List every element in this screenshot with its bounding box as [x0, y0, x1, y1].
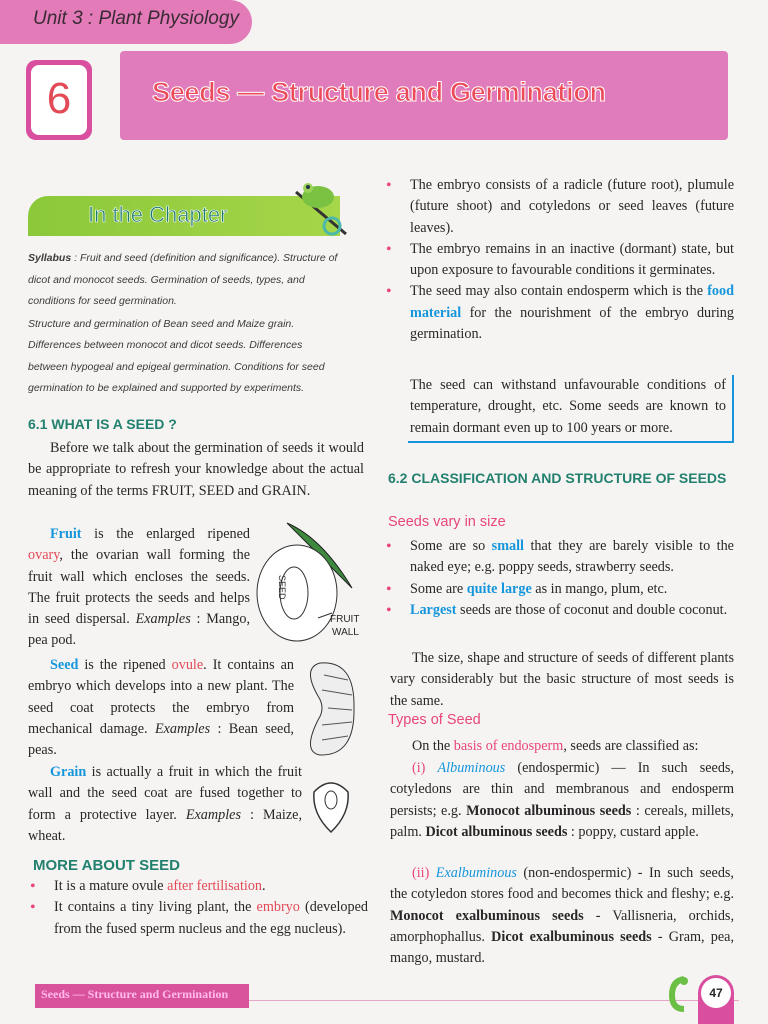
highlighted-term: Monocot exalbuminous seeds: [390, 907, 584, 924]
list-item: [28, 897, 368, 940]
text-segment: : Mango, pea pod.: [28, 611, 250, 649]
text-segment: . It contains an embryo which develops into a new plant. The seed coat protects the embryo from mechanical damage.: [28, 657, 294, 737]
text-segment: - Vallisneria, orchids, amorphophallus.: [390, 907, 734, 945]
list-item: [384, 239, 734, 282]
unit-label: Unit 3 : Plant Physiology: [33, 8, 239, 29]
highlighted-term: Monocot albuminous seeds: [466, 802, 632, 819]
text-segment: , the ovarian wall forming the fruit wall which encloses the seeds. The fruit protects the seeds and helps in seed dispersal.: [28, 547, 250, 628]
types-intro: [390, 736, 734, 757]
highlighted-term: basis of endosperm: [453, 738, 564, 754]
seed-para: [28, 655, 294, 761]
highlighted-term: embryo: [256, 899, 300, 916]
text-segment: (endospermic) — In such seeds, cotyledons are thin and membranous and endosperm persists; e.g.: [390, 760, 734, 819]
chapter-number-box: [26, 60, 92, 140]
text-segment: : Maize, wheat.: [28, 806, 303, 844]
highlighted-term: Dicot exalbuminous seeds: [491, 928, 652, 945]
highlighted-term: (ii): [412, 865, 436, 881]
fruit-para: [28, 524, 250, 652]
text-segment: : Bean seed, peas.: [28, 720, 294, 759]
text-segment: On the: [412, 738, 454, 754]
text-segment: is actually a fruit in which the fruit wall and the seed coat are fused together to form a protective layer.: [28, 764, 302, 823]
highlighted-term: Fruit: [50, 526, 82, 542]
footer-chapter-title: Seeds — Structure and Germination: [41, 987, 229, 1001]
syllabus-para: [28, 314, 344, 400]
text-segment: is the ripened: [78, 657, 172, 673]
highlighted-term: Examples: [185, 806, 242, 823]
highlighted-term: Examples: [154, 720, 211, 737]
dormancy-note: [410, 375, 726, 439]
text-segment: that they are barely visible to the naked eye; e.g. poppy seeds, strawberry seeds.: [410, 538, 734, 576]
syllabus-para: [28, 248, 344, 313]
list-item: [28, 876, 368, 897]
list-item: [384, 579, 734, 600]
dormancy-note-box: [408, 375, 734, 443]
maize-grain-figure: [310, 778, 352, 834]
highlighted-term: Seed: [50, 657, 79, 673]
text-segment: The size, shape and structure of seeds of different plants vary considerably but the basic structure of most seeds is the same.: [390, 650, 734, 709]
highlighted-term: (i): [412, 760, 438, 776]
unit-tab: [0, 0, 252, 44]
seed-label: SEED: [277, 575, 287, 600]
list-item: [384, 536, 734, 579]
highlighted-term: Exalbuminous: [435, 865, 517, 881]
highlighted-term: small: [491, 538, 524, 554]
text-segment: seeds are those of coconut and double coconut.: [456, 601, 728, 618]
text-segment: Some are: [410, 580, 467, 597]
highlighted-term: food material: [410, 283, 734, 321]
grain-para: [28, 762, 302, 847]
text-segment: Some are so: [410, 538, 492, 554]
page-number-tab: [698, 975, 734, 1024]
text-segment: (developed from the fused sperm nucleus and the egg nucleus).: [54, 899, 369, 937]
text-segment: , seeds are classified as:: [563, 738, 699, 754]
text-segment: The seed can withstand unfavourable conditions of temperature, drought, etc. Some seeds are known to remain dormant even up to 100 years or more.: [410, 377, 726, 436]
highlighted-term: after fertilisation: [167, 878, 263, 894]
highlighted-term: Examples: [135, 611, 191, 628]
text-segment: (non-endospermic) - In such seeds, the cotyledon stores food and becomes thick and fleshy; e.g.: [390, 865, 734, 903]
text-segment: Before we talk about the germination of seeds it would be appropriate to refresh your knowledge about the actual meaning of the terms FRUIT, SEED and GRAIN.: [28, 440, 364, 499]
section-heading-6-1: 6.1 WHAT IS A SEED ?: [28, 416, 177, 432]
page-number: 47: [701, 978, 731, 1008]
footer-chapter-tab: [35, 984, 249, 1008]
highlighted-term: ovule: [171, 657, 204, 673]
text-segment: is the enlarged ripened: [81, 526, 250, 542]
text-segment: : Fruit and seed (definition and significance). Structure of dicot and monocot seeds. Germination of seeds, types, and conditions for seed germination.: [28, 252, 338, 307]
highlighted-term: Grain: [50, 764, 87, 780]
text-segment: .: [262, 878, 266, 894]
highlighted-term: ovary: [28, 547, 60, 564]
chapter-number: 6: [31, 65, 87, 135]
section-heading-6-2: 6.2 CLASSIFICATION AND STRUCTURE OF SEEDS: [388, 470, 727, 486]
list-item: [384, 600, 734, 621]
seed-size-list: [384, 536, 734, 621]
fruit-wall-label: FRUIT: [330, 614, 360, 625]
chapter-title-banner: [120, 51, 728, 140]
fruit-wall-label-2: WALL: [332, 627, 359, 638]
bean-seed-figure: [300, 660, 356, 758]
text-segment: for the nourishment of the embryo during germination.: [410, 304, 734, 343]
text-segment: The embryo consists of a radicle (future root), plumule (future shoot) and cotyledons or seed leaves (future leaves).: [410, 177, 734, 236]
list-item: [384, 175, 734, 239]
seeds-vary-heading: Seeds vary in size: [388, 514, 506, 530]
in-the-chapter-title: In the Chapter: [88, 202, 228, 227]
chapter-title: Seeds — Structure and Germination: [152, 77, 606, 107]
text-segment: The seed may also contain endosperm which is the: [410, 283, 708, 300]
highlighted-term: Largest: [410, 601, 457, 618]
highlighted-term: Dicot albuminous seeds: [425, 823, 568, 840]
more-about-seed-heading: MORE ABOUT SEED: [33, 857, 180, 874]
text-segment: - Gram, pea, mango, mustard.: [390, 928, 735, 967]
albuminous-para: [390, 758, 734, 843]
size-para: [390, 648, 734, 712]
list-item: [384, 281, 734, 345]
text-segment: Structure and germination of Bean seed and Maize grain. Differences between monocot and dicot seeds. Differences between hypogeal and epigeal germination. Conditions for seed germination to be explained and supported by experiments.: [28, 317, 325, 394]
embryo-list: [384, 175, 734, 345]
highlighted-term: Albuminous: [437, 760, 506, 776]
text-segment: : poppy, custard apple.: [567, 823, 699, 840]
intro-para: [28, 438, 364, 502]
text-segment: The embryo remains in an inactive (dormant) state, but upon exposure to favourable conditions it germinates.: [410, 240, 734, 279]
text-segment: It is a mature ovule: [54, 878, 168, 894]
text-segment: : cereals, millets, palm.: [390, 802, 734, 840]
highlighted-term: quite large: [466, 580, 532, 597]
chameleon-icon: [288, 172, 348, 242]
text-segment: It contains a tiny living plant, the: [54, 899, 257, 916]
highlighted-term: Syllabus: [28, 252, 72, 264]
chameleon-footer-icon: [664, 975, 694, 1015]
syllabus: [28, 248, 344, 401]
exalbuminous-para: [390, 863, 734, 969]
text-segment: as in mango, plum, etc.: [531, 580, 668, 597]
more-about-seed-list: [28, 876, 368, 940]
types-of-seed-heading: Types of Seed: [388, 712, 481, 728]
